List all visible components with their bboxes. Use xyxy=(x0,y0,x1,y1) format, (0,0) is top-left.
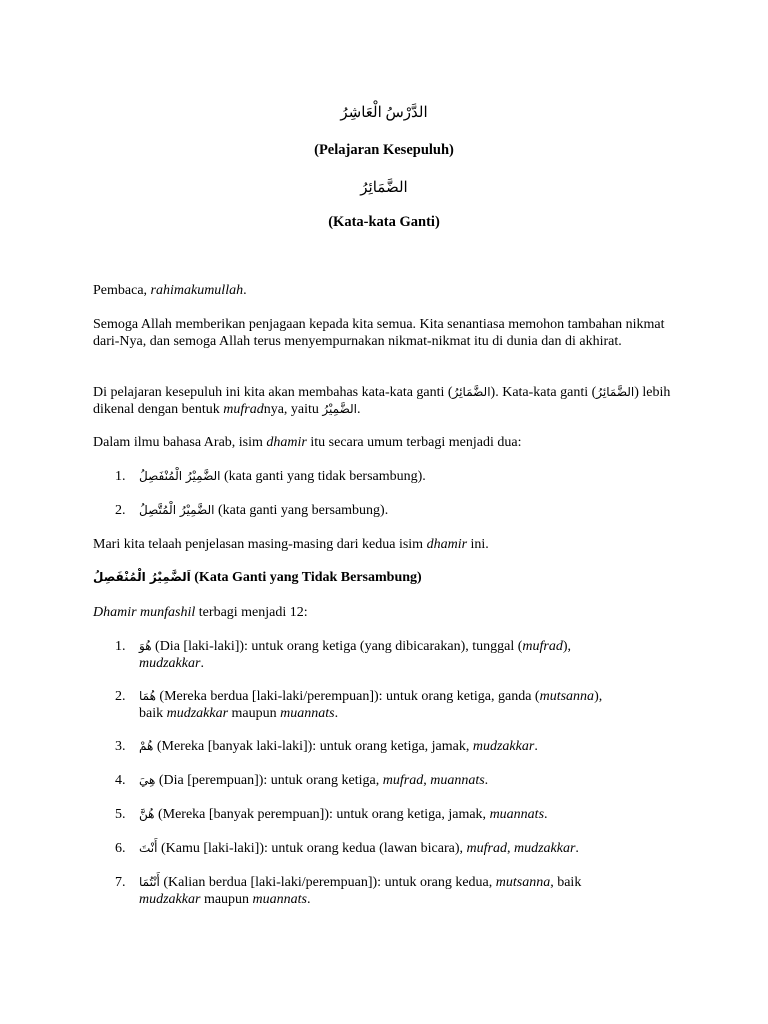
transition-paragraph: Mari kita telaah penjelasan masing-masing dari kedua isim dhamir ini. xyxy=(93,537,489,552)
opening-paragraph: Semoga Allah memberikan penjagaan kepada kita semua. Kita senantiasa memohon tambahan nikmat dari-Nya, dan semoga Allah terus menyempurnakan nikmat-nikmat itu di dunia dan di akhirat. xyxy=(93,317,665,349)
lesson-subtitle: (Kata-kata Ganti) xyxy=(328,214,440,230)
arabic-lesson-title: الدَّرْسُ الْعَاشِرُ xyxy=(340,105,428,121)
section-heading: اَلضَّمِيْرُ الْمُنْفَصِلُ (Kata Ganti yang Tidak Bersambung) xyxy=(93,570,422,585)
arabic-lesson-subtitle: الضَّمَائِرُ xyxy=(360,180,408,196)
section-intro: Dhamir munfashil terbagi menjadi 12: xyxy=(93,605,308,620)
division-paragraph: Dalam ilmu bahasa Arab, isim dhamir itu secara umum terbagi menjadi dua: xyxy=(93,435,522,450)
topic-paragraph: Di pelajaran kesepuluh ini kita akan membahas kata-kata ganti (الضَّمَائِرُ). Kata-kata ganti (الضَّمَائِرُ) lebih dikenal dengan bentuk mufradnya, yaitu الضَّمِيْرُ. xyxy=(93,385,671,417)
greeting-paragraph: Pembaca, rahimakumullah. xyxy=(93,283,247,298)
document-page: الدَّرْسُ الْعَاشِرُ (Pelajaran Kesepuluh) الضَّمَائِرُ (Kata-kata Ganti) Pembaca, rahimakumullah. Semoga Allah memberikan penjagaan kepada kita semua. Kita senantiasa memohon tambahan nikmat dari-Nya, dan semoga Allah terus menyempurnakan nikmat-nikmat itu di dunia dan di akhirat. Di pelajaran kesepuluh ini kita akan membahas kata-kata ganti (الضَّمَائِرُ). Kata-kata ganti (الضَّمَائِرُ) lebih dikenal dengan bentuk mufradnya, yaitu الضَّمِيْرُ. Dalam ilmu bahasa Arab, isim dhamir itu secara umum terbagi menjadi dua: 1. الضَّمِيْرُ الْمُنْفَصِلُ (kata ganti yang tidak bersambung). 2. الضَّمِيْرُ الْمُتَّصِلُ (kata ganti yang bersambung). Mari kita telaah penjelasan masing-masing dari kedua isim dhamir ini. اَلضَّمِيْرُ الْمُنْفَصِلُ (Kata Ganti yang Tidak Bersambung) Dhamir munfashil terbagi menjadi 12: 1. هُوَ (Dia [laki-laki]): untuk orang ketiga (yang dibicarakan), tunggal (mufrad), mudzakkar. 2. هُمَا (Mereka berdua [laki-laki/perempuan]): untuk orang ketiga, ganda (mutsanna), baik mudzakkar maupun muannats. 3. هُمْ (Mereka [banyak laki-laki]): untuk orang ketiga, jamak, mudzakkar. 4. هِيَ (Dia [perempuan]): untuk orang ketiga, mufrad, muannats. 5. هُنَّ (Mereka [banyak perempuan]): untuk orang ketiga, jamak, muannats. 6. أَنْتَ (Kamu [laki-laki]): untuk orang kedua (lawan bicara), mufrad, mudzakkar. 7. أَنْتُمَا (Kalian berdua [laki-laki/perempuan]): untuk orang kedua, mutsanna, baik mudzakkar maupun muannats. xyxy=(0,0,768,1024)
lesson-title: (Pelajaran Kesepuluh) xyxy=(314,142,454,158)
